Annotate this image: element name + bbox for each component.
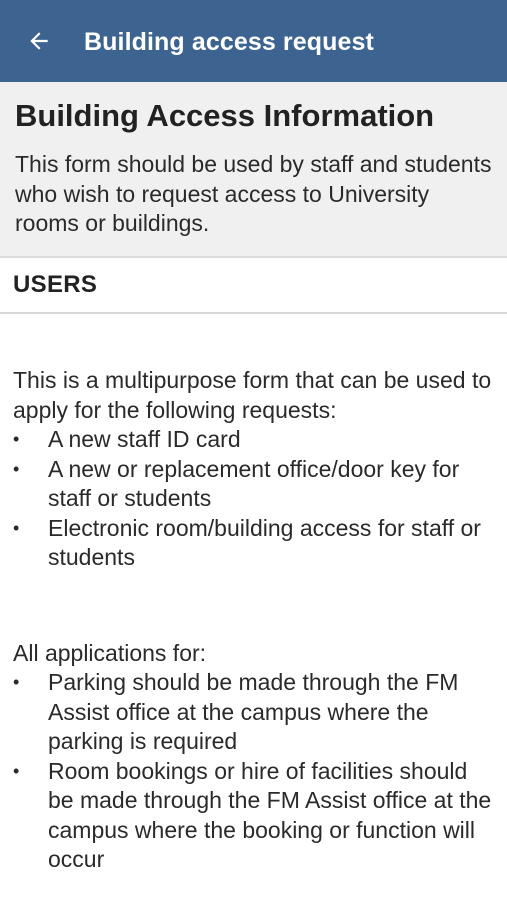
list-item: • Room bookings or hire of facilities should be made through the FM Assist office at the campus where the booking or function will occur: [13, 757, 495, 875]
page-title: Building access request: [84, 27, 374, 56]
spacer: [13, 573, 495, 639]
app-bar: [0, 0, 507, 82]
arrow-left-icon: [26, 28, 52, 54]
form-content: [0, 366, 507, 875]
section-title: USERS: [13, 271, 98, 298]
applications-intro: All applications for:: [13, 639, 207, 666]
info-heading: Building Access Information: [15, 98, 435, 133]
info-description: This form should be used by staff and students who wish to request access to University rooms or buildings.: [15, 151, 492, 236]
section-header-users: [0, 258, 507, 314]
list-item: • Parking should be made through the FM Assist office at the campus where the parking is required: [13, 668, 495, 757]
list-item: • A new staff ID card: [13, 425, 495, 455]
requests-list: [13, 425, 495, 573]
list-item: • Electronic room/building access for staff or students: [13, 514, 495, 573]
applications-list: [13, 668, 495, 875]
list-item: • A new or replacement office/door key for staff or students: [13, 455, 495, 514]
back-button[interactable]: [0, 0, 80, 82]
info-panel: [0, 82, 507, 258]
intro-text: This is a multipurpose form that can be used to apply for the following requests:: [13, 367, 492, 423]
